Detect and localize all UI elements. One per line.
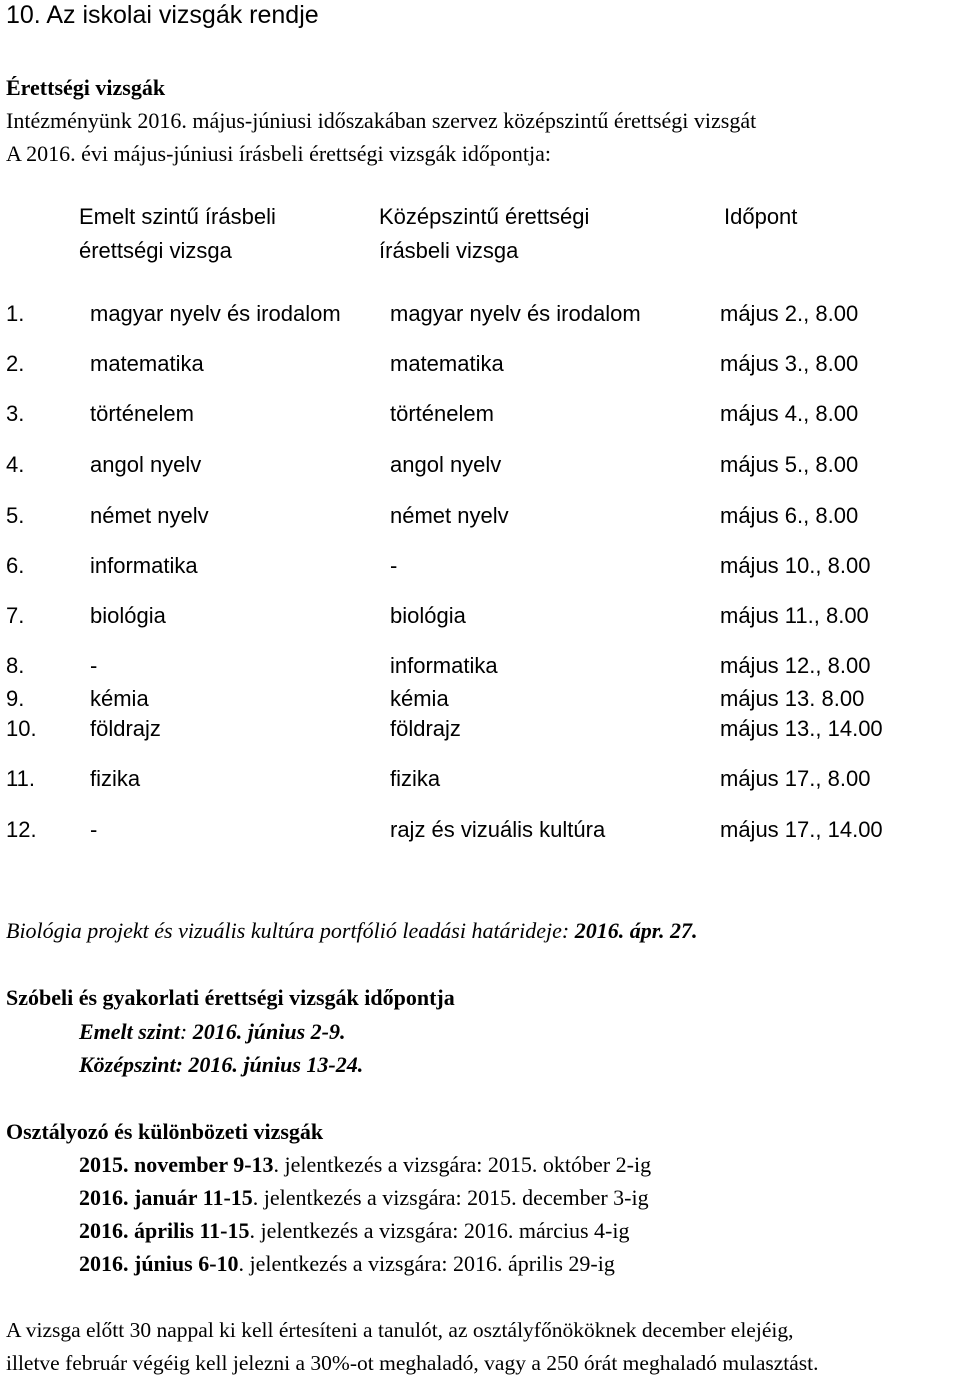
row-kozep: történelem [390,401,494,426]
row-kozep: biológia [390,603,466,628]
row-num: 2. [6,351,25,376]
row-time: május 12., 8.00 [720,653,871,678]
header-emelt-2: érettségi vizsga [79,238,232,263]
osztalyozo-date: 2016. január 11-15 [79,1185,253,1210]
footer-line-2: illetve február végéig kell jelezni a 30%-ot meghaladó, vagy a 250 órát meghaladó mulasztást. [6,1351,819,1375]
osztalyozo-rest: . jelentkezés a vizsgára: 2016. április 29-ig [238,1251,615,1276]
row-kozep: földrajz [390,716,461,741]
row-emelt: német nyelv [90,503,209,528]
footer-line-1: A vizsga előtt 30 nappal ki kell értesíteni a tanulót, az osztályfőnököknek december elejéig, [6,1318,794,1342]
header-idopont: Időpont [724,204,798,229]
section-title-szobeli: Szóbeli és gyakorlati érettségi vizsgák időpontja [6,985,455,1010]
row-time: május 13., 14.00 [720,716,883,741]
osztalyozo-date: 2016. április 11-15 [79,1218,250,1243]
section-title-osztalyozo: Osztályozó és különbözeti vizsgák [6,1119,324,1144]
row-time: május 6., 8.00 [720,503,859,528]
szobeli-kozep: Középszint: 2016. június 13-24. [79,1052,364,1077]
row-emelt: informatika [90,553,198,578]
row-time: május 11., 8.00 [720,603,869,628]
header-kozep-1: Középszintű érettségi [379,204,590,229]
row-time: május 4., 8.00 [720,401,859,426]
osztalyozo-item [79,1253,615,1275]
projekt-deadline [6,920,698,942]
header-kozep-2: írásbeli vizsga [379,238,519,263]
row-num: 3. [6,401,25,426]
row-kozep: rajz és vizuális kultúra [390,817,606,842]
row-kozep: magyar nyelv és irodalom [390,301,641,326]
row-num: 8. [6,653,25,678]
row-kozep: - [390,553,398,578]
szobeli-emelt [79,1021,346,1043]
row-kozep: matematika [390,351,504,376]
szobeli-emelt-colon: : [179,1019,188,1044]
szobeli-emelt-label: Emelt szint [79,1019,180,1044]
osztalyozo-rest: . jelentkezés a vizsgára: 2015. október 2-ig [273,1152,652,1177]
row-emelt: történelem [90,401,194,426]
osztalyozo-item [79,1220,630,1242]
row-time: május 13. 8.00 [720,686,865,711]
row-time: május 2., 8.00 [720,301,859,326]
row-kozep: fizika [390,766,441,791]
row-kozep: angol nyelv [390,452,502,477]
intro-line-1: Intézményünk 2016. május-júniusi időszakában szervez középszintű érettségi vizsgát [6,108,757,133]
row-kozep: informatika [390,653,498,678]
osztalyozo-date: 2015. november 9-13 [79,1152,274,1177]
row-kozep: kémia [390,686,449,711]
row-num: 1. [6,301,25,326]
osztalyozo-date: 2016. június 6-10 [79,1251,239,1276]
szobeli-emelt-date: 2016. június 2-9. [187,1019,346,1044]
row-time: május 3., 8.00 [720,351,859,376]
row-num: 10. [6,716,37,741]
intro-line-2: A 2016. évi május-júniusi írásbeli érettségi vizsgák időpontja: [6,141,552,166]
osztalyozo-item [79,1187,649,1209]
row-num: 12. [6,817,37,842]
osztalyozo-rest: . jelentkezés a vizsgára: 2016. március 4-ig [249,1218,630,1243]
osztalyozo-rest: . jelentkezés a vizsgára: 2015. december 3-ig [252,1185,649,1210]
row-emelt: angol nyelv [90,452,202,477]
row-time: május 10., 8.00 [720,553,871,578]
row-num: 4. [6,452,25,477]
row-time: május 17., 8.00 [720,766,871,791]
row-emelt: - [90,653,98,678]
row-kozep: német nyelv [390,503,509,528]
projekt-text: Biológia projekt és vizuális kultúra portfólió leadási határideje: [6,918,575,943]
row-emelt: kémia [90,686,149,711]
row-emelt: magyar nyelv és irodalom [90,301,341,326]
row-emelt: matematika [90,351,204,376]
row-time: május 5., 8.00 [720,452,859,477]
row-emelt: fizika [90,766,141,791]
section-title-erettsegi: Érettségi vizsgák [6,75,166,100]
row-num: 9. [6,686,25,711]
row-emelt: biológia [90,603,166,628]
row-num: 5. [6,503,25,528]
page-title: 10. Az iskolai vizsgák rendje [6,1,319,29]
row-emelt: földrajz [90,716,161,741]
projekt-date: 2016. ápr. 27. [574,918,698,943]
header-emelt-1: Emelt szintű írásbeli [79,204,276,229]
row-num: 11. [6,766,35,791]
row-num: 6. [6,553,25,578]
osztalyozo-item [79,1154,651,1176]
row-emelt: - [90,817,98,842]
row-num: 7. [6,603,25,628]
row-time: május 17., 14.00 [720,817,883,842]
